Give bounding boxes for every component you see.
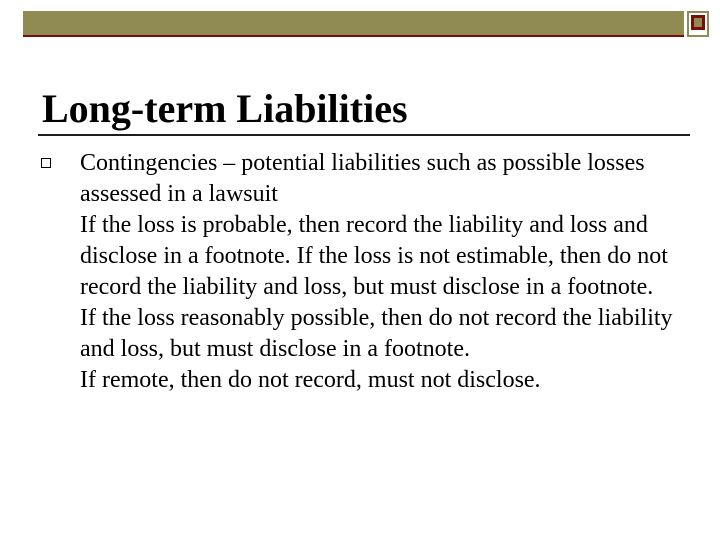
slide-title: Long-term Liabilities bbox=[42, 86, 408, 131]
corner-square-center bbox=[694, 18, 702, 27]
corner-square-icon bbox=[687, 11, 709, 37]
hollow-square-bullet-icon bbox=[41, 158, 51, 168]
body-paragraph-contingencies: Contingencies – potential liabilities such as possible losses assessed in a lawsuit bbox=[80, 150, 645, 207]
body-paragraph-probable: If the loss is probable, then record the liability and loss and disclose in a footnote. If the loss is not estimable, then do not record the liability and loss, but must disclose in a footnote. bbox=[80, 212, 668, 300]
title-underline bbox=[38, 134, 690, 136]
body-paragraph-remote: If remote, then do not record, must not disclose. bbox=[80, 367, 541, 393]
slide-body bbox=[80, 148, 690, 396]
body-paragraph-reasonably-possible: If the loss reasonably possible, then do not record the liability and loss, but must disclose in a footnote. bbox=[80, 305, 673, 362]
header-band bbox=[23, 11, 684, 37]
header-band-fill bbox=[23, 11, 684, 35]
